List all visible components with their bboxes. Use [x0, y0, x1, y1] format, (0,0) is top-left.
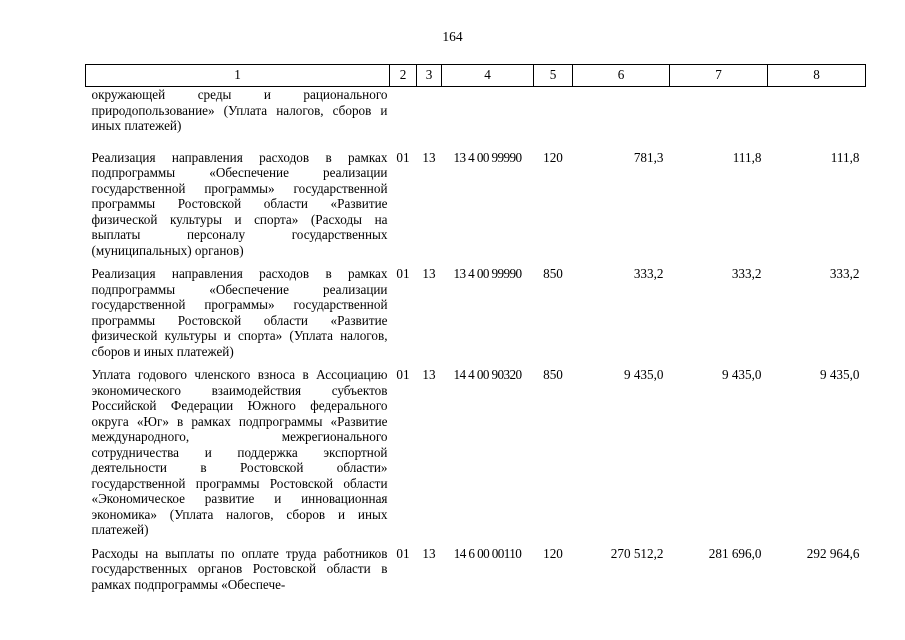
row-amount-3 [768, 87, 866, 150]
row-amount-1: 270 512,2 [610, 545, 664, 561]
table-row [86, 87, 866, 150]
column-header-5: 5 [534, 65, 573, 87]
column-header-7: 7 [670, 65, 768, 87]
row-expense-type: 120 [543, 149, 563, 165]
row-amount-3: 111,8 [830, 149, 860, 165]
row-amount-2 [670, 87, 768, 150]
row-subsection: 13 [422, 545, 436, 561]
row-amount-1 [573, 87, 670, 150]
row-description: Реализация направления расходов в рамках подпрограммы «Обеспечение реализации государственной программы» государственной программы Ростовской области «Развитие физической культуры и спорта» (Расходы на выплаты персоналу государственных (муниципальных) органов) [91, 149, 388, 258]
row-section: 01 [396, 545, 410, 561]
row-amount-3: 9 435,0 [819, 367, 860, 382]
row-amount-2: 333,2 [731, 266, 762, 281]
column-header-8: 8 [768, 65, 866, 87]
column-header-4: 4 [442, 65, 534, 87]
row-expense-type: 850 [543, 266, 563, 281]
table-body [86, 87, 866, 593]
row-description: Уплата годового членского взноса в Ассоциацию экономического взаимодействия субъектов Российской Федерации Южного федерального округа «Юг» в рамках подпрограммы «Развитие международного, межрегионального сотрудничества и поддержка экспортной деятельности в Ростовской области» государственной программы Ростовской области «Экономическое развитие и инновационная экономика» (Уплата налогов, сборов и иных платежей) [91, 367, 388, 537]
table-row [86, 367, 866, 546]
row-amount-2: 281 696,0 [708, 545, 762, 561]
row-target-article: 14 4 00 90320 [453, 367, 522, 382]
column-header-6: 6 [573, 65, 670, 87]
row-expense-type: 120 [543, 545, 563, 561]
row-expense-type: 850 [543, 367, 563, 382]
page-number: 164 [442, 29, 463, 44]
table-header-row [86, 65, 866, 87]
row-subsection [417, 87, 442, 150]
row-subsection: 13 [422, 266, 436, 281]
row-amount-3: 292 964,6 [806, 545, 860, 561]
budget-table [85, 64, 866, 592]
row-target-article: 13 4 00 99990 [453, 266, 522, 281]
row-subsection: 13 [422, 149, 436, 165]
row-amount-3: 333,2 [829, 266, 860, 281]
row-description: окружающей среды и рационального природопользование» (Уплата налогов, сборов и иных платежей) [91, 87, 388, 133]
row-amount-1: 9 435,0 [623, 367, 664, 382]
row-target-article: 13 4 00 99990 [453, 149, 522, 165]
row-amount-1: 333,2 [633, 266, 664, 281]
column-header-3: 3 [417, 65, 442, 87]
row-target-article: 14 6 00 00110 [453, 545, 522, 561]
row-subsection: 13 [422, 367, 436, 382]
row-expense-type [534, 87, 573, 150]
column-header-1: 1 [86, 65, 390, 87]
row-section: 01 [396, 266, 410, 281]
row-amount-2: 9 435,0 [721, 367, 762, 382]
table-row [86, 266, 866, 367]
row-target-article [442, 87, 534, 150]
row-section [390, 87, 417, 150]
table-header [86, 65, 866, 87]
row-section: 01 [396, 367, 410, 382]
row-description: Реализация направления расходов в рамках подпрограммы «Обеспечение реализации государственной программы» государственной программы Ростовской области «Развитие физической культуры и спорта» (Уплата налогов, сборов и иных платежей) [91, 266, 388, 359]
table-row [86, 150, 866, 267]
row-amount-1: 781,3 [633, 149, 664, 165]
row-amount-2: 111,8 [732, 149, 762, 165]
row-description: Расходы на выплаты по оплате труда работников государственных органов Ростовской области в рамках подпрограммы «Обеспече- [91, 545, 388, 592]
row-section: 01 [396, 149, 410, 165]
column-header-2: 2 [390, 65, 417, 87]
table-row [86, 546, 866, 593]
